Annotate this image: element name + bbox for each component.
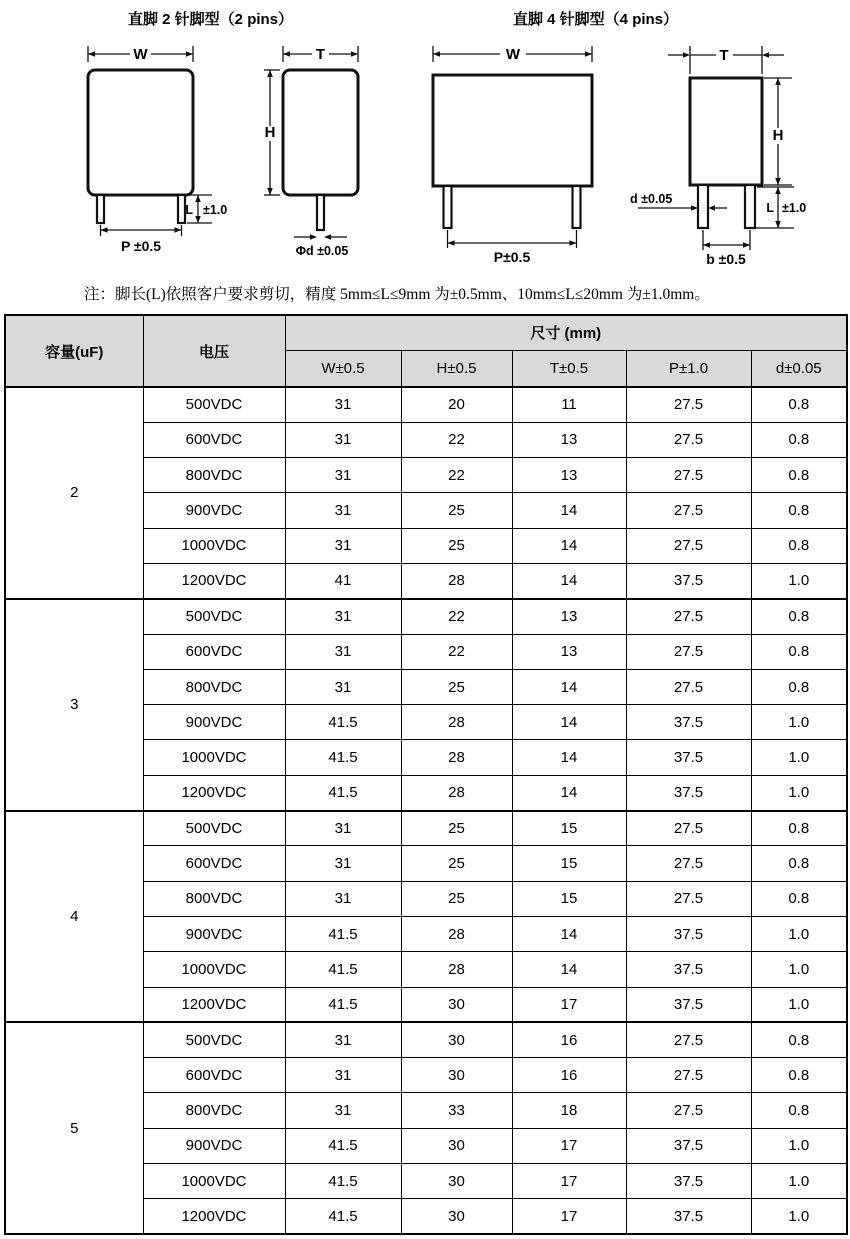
capacity-cell: 5 bbox=[5, 1022, 143, 1234]
dim-cell-p: 27.5 bbox=[626, 634, 751, 669]
dim-cell-d: 1.0 bbox=[751, 987, 847, 1022]
voltage-cell: 900VDC bbox=[143, 705, 285, 740]
voltage-cell: 600VDC bbox=[143, 422, 285, 457]
dim-cell-t: 13 bbox=[512, 458, 626, 493]
dim-cell-w: 31 bbox=[285, 493, 401, 528]
w-dimension-label: W bbox=[505, 46, 521, 63]
spec-table bbox=[4, 314, 848, 1235]
dim-cell-t: 13 bbox=[512, 634, 626, 669]
dim-col-header-w: W±0.5 bbox=[285, 350, 401, 387]
dim-col-header-d: d±0.05 bbox=[751, 350, 847, 387]
dim-cell-h: 22 bbox=[401, 634, 512, 669]
dim-cell-w: 41.5 bbox=[285, 705, 401, 740]
dim-cell-t: 14 bbox=[512, 952, 626, 987]
voltage-header-cell: 电压 bbox=[143, 315, 285, 387]
l-tolerance-label: ±1.0 bbox=[203, 203, 228, 217]
dim-cell-t: 13 bbox=[512, 422, 626, 457]
dim-cell-w: 31 bbox=[285, 881, 401, 916]
voltage-cell: 1200VDC bbox=[143, 987, 285, 1022]
dim-cell-h: 28 bbox=[401, 740, 512, 775]
p-dimension-label: P±0.5 bbox=[493, 249, 531, 265]
dim-cell-d: 0.8 bbox=[751, 422, 847, 457]
voltage-cell: 500VDC bbox=[143, 811, 285, 846]
voltage-cell: 900VDC bbox=[143, 916, 285, 951]
voltage-cell: 500VDC bbox=[143, 1022, 285, 1057]
dim-cell-p: 37.5 bbox=[626, 987, 751, 1022]
dim-cell-p: 27.5 bbox=[626, 1093, 751, 1128]
dim-cell-h: 28 bbox=[401, 916, 512, 951]
dim-cell-p: 27.5 bbox=[626, 458, 751, 493]
capacity-cell: 2 bbox=[5, 387, 143, 599]
dim-cell-h: 22 bbox=[401, 458, 512, 493]
dim-cell-d: 1.0 bbox=[751, 775, 847, 810]
dim-cell-w: 31 bbox=[285, 811, 401, 846]
dim-cell-w: 41.5 bbox=[285, 916, 401, 951]
dim-cell-t: 17 bbox=[512, 1199, 626, 1234]
dim-cell-h: 20 bbox=[401, 387, 512, 422]
dim-cell-p: 37.5 bbox=[626, 916, 751, 951]
dim-cell-d: 0.8 bbox=[751, 387, 847, 422]
dim-cell-w: 41.5 bbox=[285, 1199, 401, 1234]
dim-cell-t: 14 bbox=[512, 493, 626, 528]
dim-cell-p: 27.5 bbox=[626, 493, 751, 528]
dim-cell-t: 16 bbox=[512, 1022, 626, 1057]
note-text: 注：脚长(L)依照客户要求剪切，精度 5mm≤L≤9mm 为±0.5mm、10mm≤L≤20mm 为±1.0mm。 bbox=[84, 286, 710, 303]
dim-cell-t: 14 bbox=[512, 916, 626, 951]
dim-cell-t: 11 bbox=[512, 387, 626, 422]
w-dimension-label: W bbox=[133, 46, 148, 63]
dim-cell-p: 27.5 bbox=[626, 387, 751, 422]
dim-cell-w: 31 bbox=[285, 634, 401, 669]
dim-cell-d: 0.8 bbox=[751, 881, 847, 916]
p-dimension-label: P ±0.5 bbox=[120, 238, 162, 254]
table-row bbox=[5, 387, 847, 422]
dim-cell-p: 37.5 bbox=[626, 1199, 751, 1234]
dim-cell-p: 27.5 bbox=[626, 881, 751, 916]
four-pin-side-drawing bbox=[628, 40, 850, 268]
dim-cell-p: 37.5 bbox=[626, 1128, 751, 1163]
dim-cell-d: 0.8 bbox=[751, 599, 847, 634]
capacity-cell: 3 bbox=[5, 599, 143, 811]
dim-cell-w: 41.5 bbox=[285, 952, 401, 987]
voltage-cell: 600VDC bbox=[143, 846, 285, 881]
dim-cell-t: 14 bbox=[512, 775, 626, 810]
dim-cell-p: 27.5 bbox=[626, 599, 751, 634]
dim-cell-w: 41.5 bbox=[285, 987, 401, 1022]
dim-cell-t: 18 bbox=[512, 1093, 626, 1128]
dim-cell-h: 22 bbox=[401, 422, 512, 457]
l-tolerance-label: ±1.0 bbox=[782, 201, 807, 215]
dim-cell-t: 15 bbox=[512, 881, 626, 916]
dim-cell-d: 1.0 bbox=[751, 1164, 847, 1199]
h-dimension-label: H bbox=[264, 124, 276, 141]
h-dimension-label: H bbox=[772, 127, 784, 144]
dim-cell-w: 41 bbox=[285, 563, 401, 598]
dim-cell-w: 31 bbox=[285, 599, 401, 634]
dim-cell-d: 1.0 bbox=[751, 740, 847, 775]
dim-cell-d: 0.8 bbox=[751, 846, 847, 881]
dim-cell-p: 27.5 bbox=[626, 1058, 751, 1093]
t-dimension-label: T bbox=[719, 47, 729, 64]
dim-cell-p: 27.5 bbox=[626, 669, 751, 704]
voltage-cell: 1000VDC bbox=[143, 1164, 285, 1199]
dim-cell-h: 30 bbox=[401, 1022, 512, 1057]
dim-cell-h: 28 bbox=[401, 952, 512, 987]
dim-cell-w: 31 bbox=[285, 422, 401, 457]
capacity-header-cell: 容量(uF) bbox=[5, 315, 143, 387]
dim-cell-h: 25 bbox=[401, 881, 512, 916]
dim-cell-h: 28 bbox=[401, 563, 512, 598]
dim-cell-p: 27.5 bbox=[626, 846, 751, 881]
dim-cell-h: 30 bbox=[401, 1164, 512, 1199]
dim-cell-h: 30 bbox=[401, 1058, 512, 1093]
voltage-cell: 900VDC bbox=[143, 493, 285, 528]
dim-cell-h: 33 bbox=[401, 1093, 512, 1128]
dim-cell-p: 37.5 bbox=[626, 563, 751, 598]
l-dimension-label: L bbox=[185, 203, 193, 217]
dim-cell-w: 31 bbox=[285, 387, 401, 422]
dim-cell-h: 25 bbox=[401, 669, 512, 704]
dim-col-header-p: P±1.0 bbox=[626, 350, 751, 387]
dim-cell-t: 14 bbox=[512, 528, 626, 563]
dim-cell-d: 0.8 bbox=[751, 1058, 847, 1093]
dim-cell-t: 14 bbox=[512, 563, 626, 598]
voltage-cell: 1200VDC bbox=[143, 775, 285, 810]
dim-cell-d: 0.8 bbox=[751, 458, 847, 493]
dim-cell-h: 25 bbox=[401, 528, 512, 563]
dim-cell-h: 30 bbox=[401, 1199, 512, 1234]
voltage-cell: 1200VDC bbox=[143, 1199, 285, 1234]
dim-cell-h: 28 bbox=[401, 705, 512, 740]
dim-cell-t: 15 bbox=[512, 846, 626, 881]
dim-cell-p: 37.5 bbox=[626, 952, 751, 987]
dim-cell-t: 17 bbox=[512, 1164, 626, 1199]
voltage-cell: 500VDC bbox=[143, 599, 285, 634]
dim-cell-d: 0.8 bbox=[751, 669, 847, 704]
voltage-cell: 600VDC bbox=[143, 634, 285, 669]
dim-cell-p: 27.5 bbox=[626, 811, 751, 846]
voltage-cell: 800VDC bbox=[143, 1093, 285, 1128]
capacity-cell: 4 bbox=[5, 811, 143, 1023]
voltage-cell: 900VDC bbox=[143, 1128, 285, 1163]
dim-cell-p: 37.5 bbox=[626, 705, 751, 740]
dim-cell-t: 14 bbox=[512, 740, 626, 775]
dim-cell-w: 41.5 bbox=[285, 1128, 401, 1163]
dim-cell-h: 30 bbox=[401, 1128, 512, 1163]
two-pin-side-drawing bbox=[256, 40, 401, 262]
spec-table-body bbox=[5, 387, 847, 1234]
dim-cell-d: 1.0 bbox=[751, 1199, 847, 1234]
dim-cell-p: 27.5 bbox=[626, 528, 751, 563]
dim-cell-p: 37.5 bbox=[626, 1164, 751, 1199]
dim-cell-p: 27.5 bbox=[626, 1022, 751, 1057]
dim-cell-t: 14 bbox=[512, 705, 626, 740]
dim-cell-t: 16 bbox=[512, 1058, 626, 1093]
four-pin-section-title: 直脚 4 针脚型（4 pins） bbox=[513, 11, 679, 28]
dim-cell-h: 25 bbox=[401, 811, 512, 846]
dim-cell-p: 27.5 bbox=[626, 422, 751, 457]
table-row bbox=[5, 599, 847, 634]
l-dimension-label: L bbox=[766, 201, 774, 215]
dim-cell-t: 15 bbox=[512, 811, 626, 846]
dim-cell-w: 41.5 bbox=[285, 775, 401, 810]
dim-cell-d: 0.8 bbox=[751, 634, 847, 669]
dim-cell-w: 41.5 bbox=[285, 1164, 401, 1199]
dim-cell-w: 31 bbox=[285, 1058, 401, 1093]
dim-cell-h: 25 bbox=[401, 846, 512, 881]
dim-cell-d: 0.8 bbox=[751, 1022, 847, 1057]
dim-cell-h: 30 bbox=[401, 987, 512, 1022]
dim-cell-d: 0.8 bbox=[751, 1093, 847, 1128]
table-row bbox=[5, 1022, 847, 1057]
voltage-cell: 800VDC bbox=[143, 669, 285, 704]
voltage-cell: 800VDC bbox=[143, 458, 285, 493]
dim-col-header-h: H±0.5 bbox=[401, 350, 512, 387]
voltage-cell: 1000VDC bbox=[143, 740, 285, 775]
dim-cell-d: 0.8 bbox=[751, 811, 847, 846]
dim-cell-h: 25 bbox=[401, 493, 512, 528]
voltage-cell: 1200VDC bbox=[143, 563, 285, 598]
t-dimension-label: T bbox=[315, 46, 326, 63]
dim-cell-d: 1.0 bbox=[751, 952, 847, 987]
dim-cell-t: 17 bbox=[512, 987, 626, 1022]
voltage-cell: 600VDC bbox=[143, 1058, 285, 1093]
dim-col-header-t: T±0.5 bbox=[512, 350, 626, 387]
dimension-header-cell: 尺寸 (mm) bbox=[285, 315, 847, 350]
dim-cell-w: 31 bbox=[285, 846, 401, 881]
phi-d-dimension-label: Φd ±0.05 bbox=[295, 244, 349, 258]
dim-cell-t: 14 bbox=[512, 669, 626, 704]
dim-cell-p: 37.5 bbox=[626, 740, 751, 775]
dim-cell-h: 28 bbox=[401, 775, 512, 810]
dim-cell-d: 0.8 bbox=[751, 528, 847, 563]
dim-cell-w: 41.5 bbox=[285, 740, 401, 775]
dim-cell-d: 1.0 bbox=[751, 705, 847, 740]
dim-cell-p: 37.5 bbox=[626, 775, 751, 810]
dim-cell-w: 31 bbox=[285, 1022, 401, 1057]
four-pin-front-drawing bbox=[420, 40, 605, 268]
voltage-cell: 500VDC bbox=[143, 387, 285, 422]
dim-cell-h: 22 bbox=[401, 599, 512, 634]
table-row bbox=[5, 811, 847, 846]
dim-cell-d: 1.0 bbox=[751, 563, 847, 598]
dim-cell-w: 31 bbox=[285, 528, 401, 563]
d-dimension-label: d ±0.05 bbox=[630, 192, 673, 206]
dim-cell-w: 31 bbox=[285, 1093, 401, 1128]
voltage-cell: 1000VDC bbox=[143, 528, 285, 563]
voltage-cell: 1000VDC bbox=[143, 952, 285, 987]
dim-cell-d: 0.8 bbox=[751, 493, 847, 528]
dim-cell-t: 13 bbox=[512, 599, 626, 634]
dim-cell-d: 1.0 bbox=[751, 916, 847, 951]
two-pin-front-drawing bbox=[52, 40, 257, 262]
b-dimension-label: b ±0.5 bbox=[706, 251, 746, 267]
dim-cell-t: 17 bbox=[512, 1128, 626, 1163]
dim-cell-d: 1.0 bbox=[751, 1128, 847, 1163]
two-pin-section-title: 直脚 2 针脚型（2 pins） bbox=[128, 11, 294, 28]
dim-cell-w: 31 bbox=[285, 669, 401, 704]
dim-cell-w: 31 bbox=[285, 458, 401, 493]
voltage-cell: 800VDC bbox=[143, 881, 285, 916]
